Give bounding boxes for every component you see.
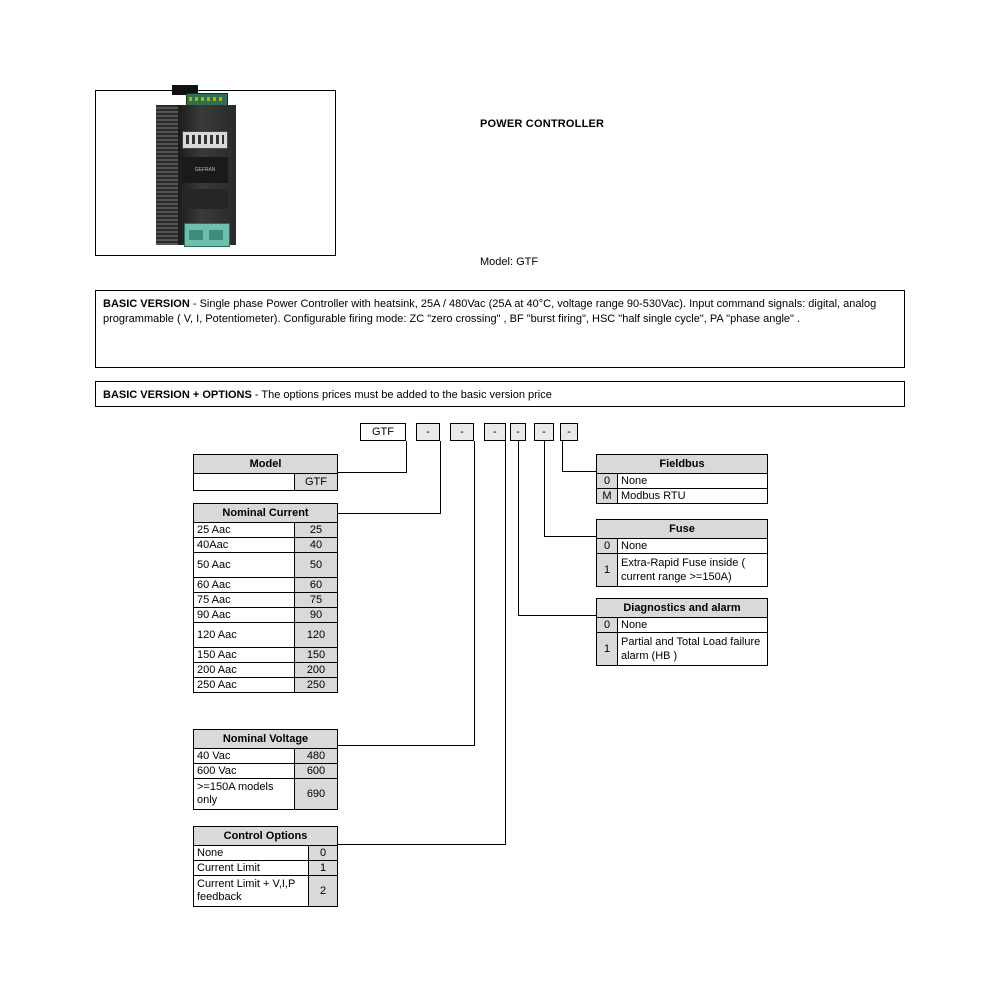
row-value: 0 (309, 846, 338, 861)
row-value: 25 (295, 523, 338, 538)
basic-options-box (95, 381, 905, 407)
bottom-terminal-block (184, 223, 230, 247)
table-nominal-current-header: Nominal Current (194, 504, 338, 523)
row-label: 50 Aac (194, 553, 295, 578)
connector-fieldbus-v (562, 441, 563, 472)
row-value: 60 (295, 578, 338, 593)
row-label: Partial and Total Load failure alarm (HB ) (618, 633, 768, 666)
heatsink-icon (156, 105, 178, 245)
table-diagnostics-body (597, 618, 768, 666)
row-label: None (618, 539, 768, 554)
row-label: 120 Aac (194, 623, 295, 648)
table-fieldbus (596, 454, 768, 504)
table-row (194, 861, 338, 876)
brand-label: GEFRAN (182, 157, 228, 183)
row-value: 0 (597, 474, 618, 489)
row-label: None (618, 618, 768, 633)
model-caption: Model: GTF (480, 256, 539, 268)
row-label: 40 Vac (194, 749, 295, 764)
basic-version-text: - Single phase Power Controller with heatsink, 25A / 480Vac (25A at 40°C, voltage range 90-530Vac). Input command signals: digital, analog programmable ( V, I, Potentiometer). Configurable firing mode: ZC "zero crossing" , BF "burst firing", HSC "half single cycle", PA "phase angle" . (103, 298, 877, 325)
row-value: 1 (597, 633, 618, 666)
table-row (194, 623, 338, 648)
row-label: None (194, 846, 309, 861)
connector-control-h (338, 844, 506, 845)
row-label: 90 Aac (194, 608, 295, 623)
connector-fuse-h (544, 536, 597, 537)
product-photo (156, 105, 236, 245)
row-label: 40Aac (194, 538, 295, 553)
row-value: 120 (295, 623, 338, 648)
row-label: 200 Aac (194, 663, 295, 678)
table-nominal-voltage-body (194, 749, 338, 810)
row-label: 25 Aac (194, 523, 295, 538)
table-row (194, 678, 338, 693)
table-row (194, 608, 338, 623)
table-model (193, 454, 338, 491)
row-value: GTF (295, 474, 338, 491)
connector-voltage-v (474, 441, 475, 746)
table-nominal-current (193, 503, 338, 693)
code-digit-6: - (560, 423, 578, 441)
row-label: Extra-Rapid Fuse inside ( current range >=150A) (618, 554, 768, 587)
page-title: POWER CONTROLLER (480, 118, 605, 130)
table-row (597, 474, 768, 489)
table-row (194, 578, 338, 593)
connector-voltage-h (338, 745, 475, 746)
table-nominal-current-body (194, 523, 338, 693)
table-row (194, 593, 338, 608)
row-value: 50 (295, 553, 338, 578)
connector-fieldbus-h (562, 471, 597, 472)
row-label: Modbus RTU (618, 489, 768, 504)
code-digit-5: - (534, 423, 554, 441)
table-diagnostics (596, 598, 768, 666)
row-value: 150 (295, 648, 338, 663)
row-label: Current Limit (194, 861, 309, 876)
table-model-body (194, 474, 338, 491)
row-value: 2 (309, 876, 338, 907)
basic-options-label: BASIC VERSION + OPTIONS (103, 389, 252, 401)
table-row (194, 764, 338, 779)
table-row (597, 539, 768, 554)
table-row (194, 846, 338, 861)
basic-version-box (95, 290, 905, 368)
connector-current-h (338, 513, 441, 514)
row-label: >=150A models only (194, 779, 295, 810)
table-fuse (596, 519, 768, 587)
basic-version-label: BASIC VERSION (103, 298, 190, 310)
table-row (194, 749, 338, 764)
row-value: 1 (597, 554, 618, 587)
row-label: 600 Vac (194, 764, 295, 779)
table-nominal-voltage (193, 729, 338, 810)
product-photo-frame (95, 90, 336, 256)
table-diagnostics-header: Diagnostics and alarm (597, 599, 768, 618)
connector-current-v (440, 441, 441, 514)
row-value: 0 (597, 618, 618, 633)
table-control-options-body (194, 846, 338, 907)
code-digit-3: - (484, 423, 506, 441)
row-label: 250 Aac (194, 678, 295, 693)
rating-plate (182, 189, 228, 209)
table-row (194, 779, 338, 810)
row-value: 0 (597, 539, 618, 554)
code-base: GTF (360, 423, 406, 441)
code-digit-1: - (416, 423, 440, 441)
row-value: 40 (295, 538, 338, 553)
connector-diag-v (518, 441, 519, 616)
code-digit-2: - (450, 423, 474, 441)
table-fieldbus-header: Fieldbus (597, 455, 768, 474)
row-value: 90 (295, 608, 338, 623)
table-fuse-body (597, 539, 768, 587)
row-label: 75 Aac (194, 593, 295, 608)
row-value: 600 (295, 764, 338, 779)
connector-control-v (505, 441, 506, 845)
connector-fuse-v (544, 441, 545, 537)
code-digit-4: - (510, 423, 526, 441)
table-row (194, 648, 338, 663)
table-row (194, 876, 338, 907)
table-row (597, 633, 768, 666)
table-control-options (193, 826, 338, 907)
table-row (194, 663, 338, 678)
table-row (194, 538, 338, 553)
connector-model-h (338, 472, 407, 473)
table-row (194, 474, 338, 491)
connector-diag-h (518, 615, 597, 616)
row-value: 690 (295, 779, 338, 810)
connector-model-v (406, 441, 407, 473)
basic-options-text: - The options prices must be added to the basic version price (251, 389, 552, 401)
dip-switch-icon (182, 131, 228, 149)
row-value: 200 (295, 663, 338, 678)
table-row (597, 554, 768, 587)
table-row (194, 553, 338, 578)
row-value: 1 (309, 861, 338, 876)
table-fieldbus-body (597, 474, 768, 504)
table-control-options-header: Control Options (194, 827, 338, 846)
table-row (597, 618, 768, 633)
row-value: 480 (295, 749, 338, 764)
row-label: 60 Aac (194, 578, 295, 593)
row-label: None (618, 474, 768, 489)
table-model-header: Model (194, 455, 338, 474)
row-value: 75 (295, 593, 338, 608)
table-nominal-voltage-header: Nominal Voltage (194, 730, 338, 749)
row-label: 150 Aac (194, 648, 295, 663)
table-row (194, 523, 338, 538)
row-label (194, 474, 295, 491)
row-label: Current Limit + V,I,P feedback (194, 876, 309, 907)
row-value: M (597, 489, 618, 504)
table-fuse-header: Fuse (597, 520, 768, 539)
row-value: 250 (295, 678, 338, 693)
table-row (597, 489, 768, 504)
